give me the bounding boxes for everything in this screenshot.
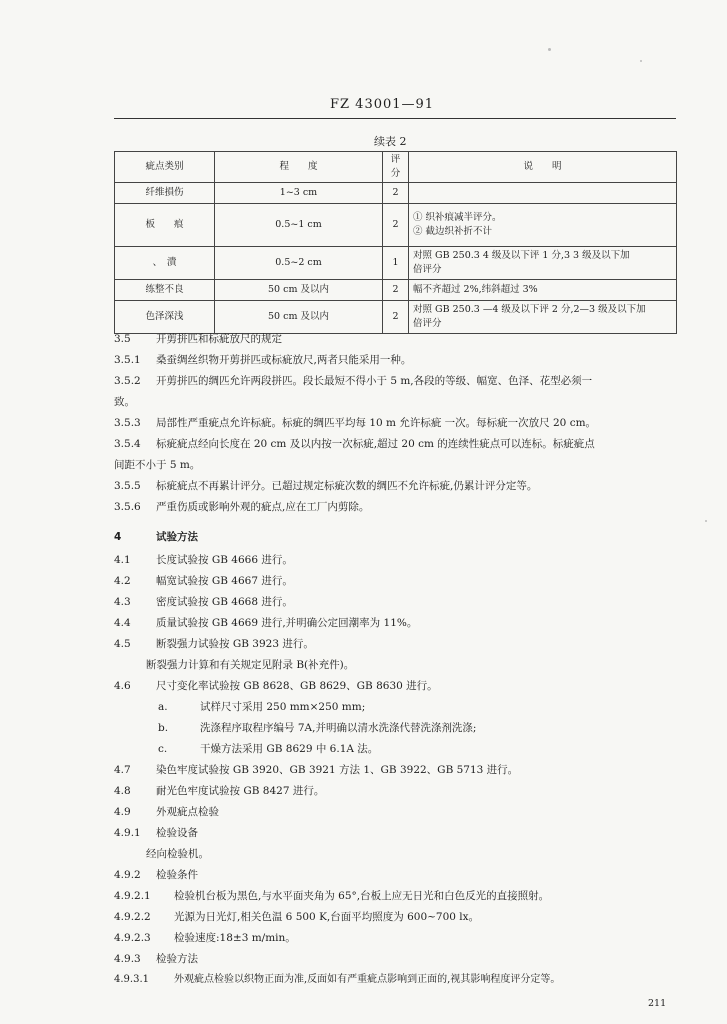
clause-3-5-1: 3.5.1 桑蚕绸丝织物开剪拼匹或标疵放尺,两者只能采用一种。 [114,354,412,366]
col-header-degree: 程 度 [215,152,383,183]
clause-4-1: 4.1 长度试验按 GB 4666 进行。 [114,554,293,566]
clause-4-8: 4.8 耐光色牢度试验按 GB 8427 进行。 [114,785,325,797]
clause-4-3: 4.3 密度试验按 GB 4668 进行。 [114,596,293,608]
cell-score: 2 [383,183,409,204]
col-header-notes: 说 明 [409,152,677,183]
table-row [115,301,677,334]
cell-degree: 50 cm 及以内 [215,301,383,334]
note-line: 对照 GB 250.3 —4 级及以下评 2 分,2—3 级及以下加 [413,304,646,315]
clause-4-9: 4.9 外观疵点检验 [114,806,219,818]
cell-degree: 1~3 cm [215,183,383,204]
cell-notes [409,183,677,204]
cell-score: 2 [383,280,409,301]
header-rule [114,118,676,119]
section-4-title: 4 试验方法 [114,531,198,543]
cell-notes: 幅不齐超过 2%,纬斜超过 3% [409,280,677,301]
note-line: 对照 GB 250.3 4 级及以下评 1 分,3 3 级及以下加 [413,250,630,261]
col-header-score: 评分 [383,152,409,183]
clause-4-9-3: 4.9.3 检验方法 [114,953,198,965]
clause-4-4: 4.4 质量试验按 GB 4669 进行,并明确公定回潮率为 11%。 [114,617,418,629]
cell-notes [409,247,677,280]
clause-4-6-a: a. 试样尺寸采用 250 mm×250 mm; [158,701,366,713]
cell-category: 练整不良 [115,280,215,301]
table-header-row [115,152,677,183]
table-row [115,247,677,280]
table-row [115,183,677,204]
clause-3-5: 3.5 开剪拼匹和标疵放尺的规定 [114,333,282,345]
clause-4-9-2-3: 4.9.2.3 检验速度:18±3 m/min。 [114,932,296,944]
clause-3-5-4: 3.5.4 标疵疵点经向长度在 20 cm 及以内按一次标疵,超过 20 cm 的连续性疵点可以连标。标疵疵点 [114,438,595,450]
cell-category: 板 痕 [115,204,215,247]
cell-category: 纤维損伤 [115,183,215,204]
note-line: ② 截边织补折不计 [413,226,493,237]
clause-4-9-1-continued: 经向检验机。 [146,848,209,860]
clause-3-5-6: 3.5.6 严重伤质或影响外观的疵点,应在工厂内剪除。 [114,501,370,513]
standard-code: FZ 43001—91 [330,97,435,112]
cell-score: 2 [383,301,409,334]
cell-score: 1 [383,247,409,280]
clause-4-6-c: c. 干燥方法采用 GB 8629 中 6.1A 法。 [158,743,379,755]
table-row [115,280,677,301]
clause-4-6-b: b. 洗涤程序取程序编号 7A,并明确以清水洗涤代替洗涤剂洗涤; [158,722,477,734]
note-line: 倍评分 [413,264,442,275]
clause-3-5-2: 3.5.2 开剪拼匹的绸匹允许两段拼匹。段长最短不得小于 5 m,各段的等级、幅宽、色泽、花型必须一 [114,375,593,387]
table-caption: 续表 2 [374,135,407,148]
scan-speck [548,48,551,51]
clause-4-5: 4.5 断裂强力试验按 GB 3923 进行。 [114,638,314,650]
clause-3-5-3: 3.5.3 局部性严重疵点允许标疵。标疵的绸匹平均每 10 m 允许标疵 一次。每标疵一次放尺 20 cm。 [114,417,597,429]
scan-speck [705,520,707,522]
cell-degree: 50 cm 及以内 [215,280,383,301]
cell-category: 色泽深浅 [115,301,215,334]
cell-notes [409,204,677,247]
cell-score: 2 [383,204,409,247]
clause-3-5-4-continued: 间距不小于 5 m。 [114,459,201,471]
clause-4-5-continued: 断裂强力计算和有关规定见附录 B(补充件)。 [146,659,355,671]
clause-4-7: 4.7 染色牢度试验按 GB 3920、GB 3921 方法 1、GB 3922、GB 5713 进行。 [114,764,519,776]
defect-table [114,151,677,334]
note-line: 倍评分 [413,318,442,329]
clause-3-5-2-continued: 致。 [114,396,135,408]
clause-4-9-2-2: 4.9.2.2 光源为日光灯,相关色温 6 500 K,台面平均照度为 600~700 lx。 [114,911,480,923]
cell-degree: 0.5~2 cm [215,247,383,280]
scan-speck [640,60,642,62]
clause-4-2: 4.2 幅宽试验按 GB 4667 进行。 [114,575,293,587]
cell-category: 、 潰 [115,247,215,280]
clause-4-9-1: 4.9.1 检验设备 [114,827,198,839]
clause-4-9-2-1: 4.9.2.1 检验机台板为黑色,与水平面夹角为 65°,台板上应无日光和白色反光的直接照射。 [114,890,550,902]
clause-4-9-2: 4.9.2 检验条件 [114,869,198,881]
table-row [115,204,677,247]
cell-notes [409,301,677,334]
cell-degree: 0.5~1 cm [215,204,383,247]
clause-3-5-5: 3.5.5 标疵疵点不再累计评分。已超过规定标疵次数的绸匹不允许标疵,仍累计评分定等。 [114,480,538,492]
clause-4-6: 4.6 尺寸变化率试验按 GB 8628、GB 8629、GB 8630 进行。 [114,680,438,692]
clause-4-9-3-1: 4.9.3.1 外观疵点检验以织物正面为准,反面如有严重疵点影响到正面的,视其影响程度评分定等。 [114,974,561,985]
page-number: 211 [648,998,667,1009]
col-header-category: 疵点类别 [115,152,215,183]
note-line: ① 织补痕减半评分。 [413,212,502,223]
